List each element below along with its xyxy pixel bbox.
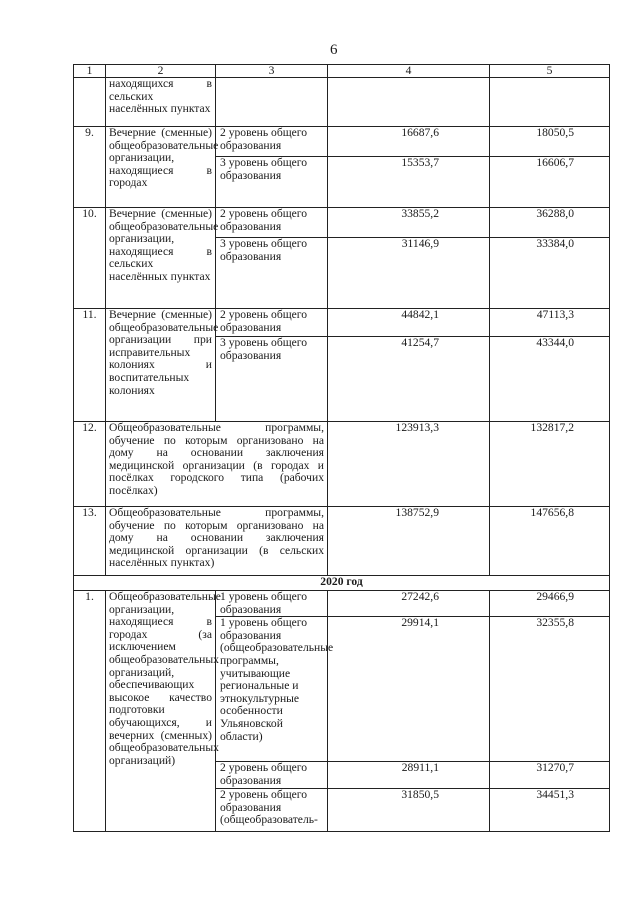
value-col-5: 36288,0 (490, 208, 610, 238)
value-col-5: 32355,8 (490, 617, 610, 762)
value-col-5: 31270,7 (490, 762, 610, 789)
table-row (74, 208, 610, 238)
level-cell: 1 уровень общего образования (общеобразовательные программы, учитывающие региональные и этнокультурные особенности Ульяновской области) (216, 617, 328, 762)
budget-norms-table (73, 64, 610, 832)
section-title: 2020 год (74, 576, 610, 591)
value-col-5: 34451,3 (490, 789, 610, 832)
level-cell: 1 уровень общего образования (216, 591, 328, 617)
header-row (74, 65, 610, 78)
table-row (74, 309, 610, 337)
table-row (74, 422, 610, 507)
value-col-5: 18050,5 (490, 127, 610, 157)
level-cell: 2 уровень общего образования (216, 208, 328, 238)
value-col-5: 29466,9 (490, 591, 610, 617)
value-col-5: 16606,7 (490, 157, 610, 208)
value-col-4: 27242,6 (328, 591, 490, 617)
row-name: Общеобразовательные программы, обучение по которым организовано на дому на основании заключения медицинской организации (в сельских населённых пунктах) (106, 507, 328, 576)
value-col-5: 147656,8 (490, 507, 610, 576)
row-number: 1. (74, 591, 106, 832)
value-col-4: 138752,9 (328, 507, 490, 576)
value-col-4: 33855,2 (328, 208, 490, 238)
value-col-4: 15353,7 (328, 157, 490, 208)
value-col-4: 44842,1 (328, 309, 490, 337)
page-number: 6 (330, 42, 338, 58)
value-col-4: 31146,9 (328, 238, 490, 309)
value-col-4: 29914,1 (328, 617, 490, 762)
header-col-1: 1 (74, 65, 106, 78)
row-number: 12. (74, 422, 106, 507)
value-col-4: 31850,5 (328, 789, 490, 832)
row-name: Вечерние (сменные) общеобразовательные организации, находящиеся в городах (106, 127, 216, 208)
level-cell: 3 уровень общего образования (216, 157, 328, 208)
value-col-4: 28911,1 (328, 762, 490, 789)
value-col-5: 43344,0 (490, 337, 610, 422)
table-row (74, 127, 610, 157)
row-name: Общеобразовательные организации, находящиеся в городах (за исключением общеобразовательных организаций, обеспечивающих высокое качество подготовки обучающихся, и вечерних (сменных) общеобразовательных организаций) (106, 591, 216, 832)
row-name: Вечерние (сменные) общеобразовательные организации при исправительных колониях и воспитательных колониях (106, 309, 216, 422)
level-cell: 2 уровень общего образования (216, 762, 328, 789)
value-col-4: 123913,3 (328, 422, 490, 507)
header-col-4: 4 (328, 65, 490, 78)
level-cell: 2 уровень общего образования (общеобразователь- (216, 789, 328, 832)
value-col-5: 47113,3 (490, 309, 610, 337)
value-col-5: 33384,0 (490, 238, 610, 309)
value-col-4: 16687,6 (328, 127, 490, 157)
row-number: 11. (74, 309, 106, 422)
table-row (74, 507, 610, 576)
row-name: Вечерние (сменные) общеобразовательные организации, находящиеся в сельских населённых пунктах (106, 208, 216, 309)
header-col-2: 2 (106, 65, 216, 78)
level-cell: 2 уровень общего образования (216, 309, 328, 337)
level-cell: 3 уровень общего образования (216, 238, 328, 309)
value-col-4: 41254,7 (328, 337, 490, 422)
continuation-text: находящихся в сельских населённых пунктах (106, 78, 216, 127)
continuation-row (74, 78, 610, 127)
level-cell: 3 уровень общего образования (216, 337, 328, 422)
header-col-3: 3 (216, 65, 328, 78)
row-name: Общеобразовательные программы, обучение по которым организовано на дому на основании заключения медицинской организации (в городах и посёлках городского типа (рабочих посёлках) (106, 422, 328, 507)
value-col-5: 132817,2 (490, 422, 610, 507)
section-row (74, 576, 610, 591)
row-number: 13. (74, 507, 106, 576)
row-number: 10. (74, 208, 106, 309)
level-cell: 2 уровень общего образования (216, 127, 328, 157)
row-number: 9. (74, 127, 106, 208)
table-row (74, 591, 610, 617)
header-col-5: 5 (490, 65, 610, 78)
